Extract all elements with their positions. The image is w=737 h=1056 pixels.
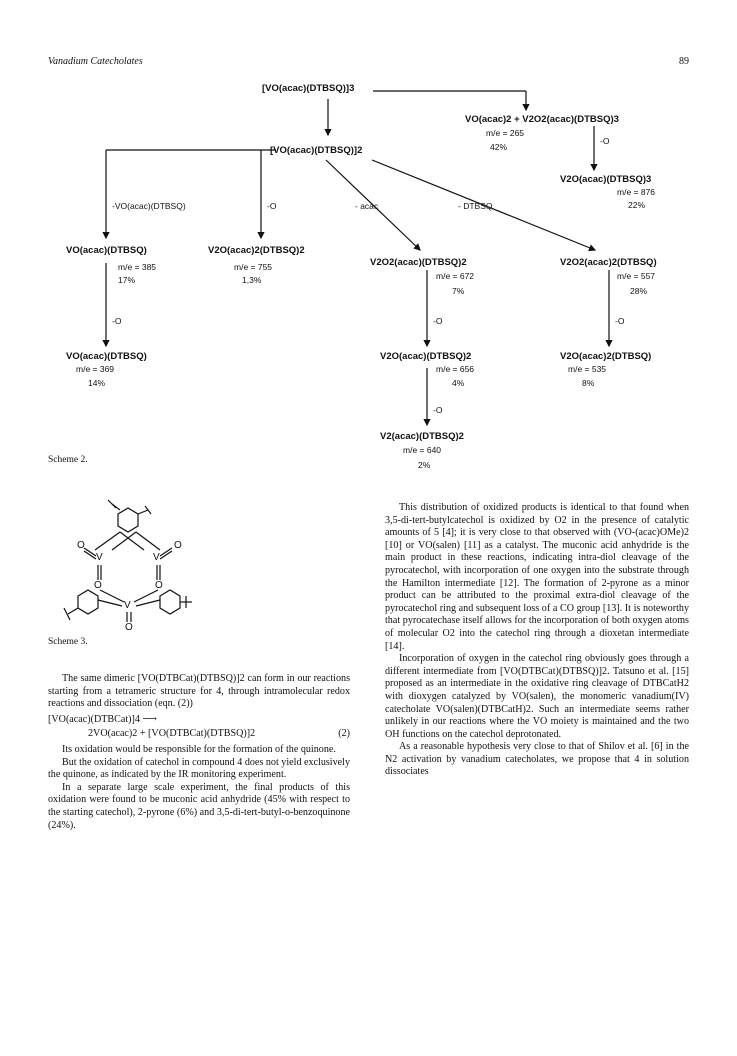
scheme3-caption: Scheme 3.	[48, 637, 88, 647]
right-mid-pct: 22%	[628, 200, 646, 210]
page-number: 89	[679, 56, 689, 67]
node-3-pct: 7%	[452, 286, 465, 296]
scheme-right-mid-compound: V2O(acac)(DTBSQ)3	[560, 174, 652, 185]
equation-line-2	[48, 728, 350, 741]
node-4-me: m/e = 557	[617, 271, 656, 281]
node-6: V2O(acac)(DTBSQ)2	[380, 351, 472, 362]
scheme-center-compound: [VO(acac)(DTBSQ)]2	[270, 145, 363, 156]
minus-o-1: -O	[112, 316, 122, 326]
s3-v-2: V	[153, 552, 160, 563]
right-para-2: Incorporation of oxygen in the catechol ring obviously goes through a different intermediate from [VO(DTBCat)(DTBSQ)]2. Tatsuno et al. [15] proposed as an intermediate in the oxidative ring cleavage of DTBCatH2 with dioxygen catalyzed by VO(salen), the monomeric vanadium(IV) catecholate VO(salen)(DTBCatH)2. Such an intermediate seems rather unlikely in our reactions where the VO moiety is maintained and the two OH functions on the catechol deprotonated.	[385, 653, 689, 740]
branch-label-4: - DTBSQ	[458, 201, 493, 211]
s3-o-4: O	[155, 580, 163, 591]
node-3-me: m/e = 672	[436, 271, 475, 281]
right-minus-o: -O	[600, 136, 610, 146]
node-6-pct: 4%	[452, 378, 465, 388]
node-8: V2(acac)(DTBSQ)2	[380, 431, 464, 442]
right-top-pct: 42%	[490, 142, 508, 152]
node-7-pct: 8%	[582, 378, 595, 388]
left-para-3: But the oxidation of catechol in compound 4 does not yield exclusively the quinone, as indicated by the IR monitoring experiment.	[48, 756, 350, 781]
equation-2	[48, 714, 350, 741]
node-8-me: m/e = 640	[403, 445, 442, 455]
minus-o-4: -O	[433, 405, 443, 415]
node-4: V2O2(acac)2(DTBSQ)	[560, 257, 657, 268]
right-mid-me: m/e = 876	[617, 187, 656, 197]
branch-label-2: -O	[267, 201, 277, 211]
node-6-me: m/e = 656	[436, 364, 475, 374]
node-5: VO(acac)(DTBSQ)	[66, 351, 147, 362]
right-para-1: This distribution of oxidized products is identical to that found when 3,5-di-tert-butylcatechol is oxidized by O2 in the presence of catalytic amounts of 5 [4]; it is very close to that observed with (VO-(acac)OMe)2 [10] or VO(salen) [11] as a catalyst. The muconic acid anhydride is the main product in these reactions, indicating intra-diol cleavage of the pyrocatechol, with incorporation of one oxygen into the substrate through the Hamilton intermediate [12]. The formation of 2-pyrone as a minor product can be attributed to the proximal extra-diol cleavage of the pyrocatechol ring and subsequent loss of a CO group [13]. It is noteworthy that pyrocatechase itself allows for the incorporation of both oxygen atoms of molecular O2 into the catechol ring through a dioxetan intermediate [14].	[385, 502, 689, 652]
left-para-2: Its oxidation would be responsible for the formation of the quinone.	[62, 743, 336, 755]
node-5-pct: 14%	[88, 378, 106, 388]
left-para-4: In a separate large scale experiment, the final products of this oxidation were found to be muconic acid anhydride (45% with respect to the starting catechol), 2-pyrone (6%) and 3,5-di-tert-butyl-o-benzoquinone (24%).	[48, 781, 350, 831]
left-para-1: The same dimeric [VO(DTBCat)(DTBSQ)]2 can form in our reactions starting from a tetrameric structure for 4, through intramolecular redox reactions and dissociation (eqn. (2))	[48, 673, 350, 710]
equation-line-1: [VO(acac)(DTBCat)]4 ⟶	[48, 713, 157, 725]
scheme-top-compound: [VO(acac)(DTBSQ)]3	[262, 83, 355, 94]
minus-o-2: -O	[433, 316, 443, 326]
s3-v-1: V	[96, 552, 103, 563]
scheme-right-top-compound: VO(acac)2 + V2O2(acac)(DTBSQ)3	[465, 114, 619, 125]
node-1: VO(acac)(DTBSQ)	[66, 245, 147, 256]
node-7: V2O(acac)2(DTBSQ)	[560, 351, 652, 362]
node-3: V2O2(acac)(DTBSQ)2	[370, 257, 467, 268]
node-2-me: m/e = 755	[234, 262, 273, 272]
node-8-pct: 2%	[418, 460, 431, 470]
s3-v-3: V	[124, 600, 131, 611]
node-2-pct: 1,3%	[242, 275, 262, 285]
running-title: Vanadium Catecholates	[48, 56, 143, 67]
node-5-me: m/e = 369	[76, 364, 115, 374]
node-7-me: m/e = 535	[568, 364, 607, 374]
branch-label-3: - acac	[355, 201, 379, 211]
right-top-me: m/e = 265	[486, 128, 525, 138]
left-column	[48, 673, 350, 832]
equation-line-2-text: 2VO(acac)2 + [VO(DTBCat)(DTBSQ)]2	[88, 728, 256, 740]
node-2: V2O(acac)2(DTBSQ)2	[208, 245, 305, 256]
s3-o-1: O	[77, 540, 85, 551]
branch-label-1: -VO(acac)(DTBSQ)	[112, 201, 186, 211]
s3-o-5: O	[125, 622, 133, 633]
s3-o-3: O	[94, 580, 102, 591]
right-para-3: As a reasonable hypothesis very close to that of Shilov et al. [6] in the N2 activation by vanadium catecholates, we propose that 4 in solution dissociates	[385, 741, 689, 778]
scheme2-caption: Scheme 2.	[48, 455, 88, 465]
node-1-pct: 17%	[118, 275, 136, 285]
node-1-me: m/e = 385	[118, 262, 157, 272]
s3-o-2: O	[174, 540, 182, 551]
node-4-pct: 28%	[630, 286, 648, 296]
equation-number: (2)	[338, 728, 350, 740]
right-column	[385, 502, 689, 779]
minus-o-3: -O	[615, 316, 625, 326]
